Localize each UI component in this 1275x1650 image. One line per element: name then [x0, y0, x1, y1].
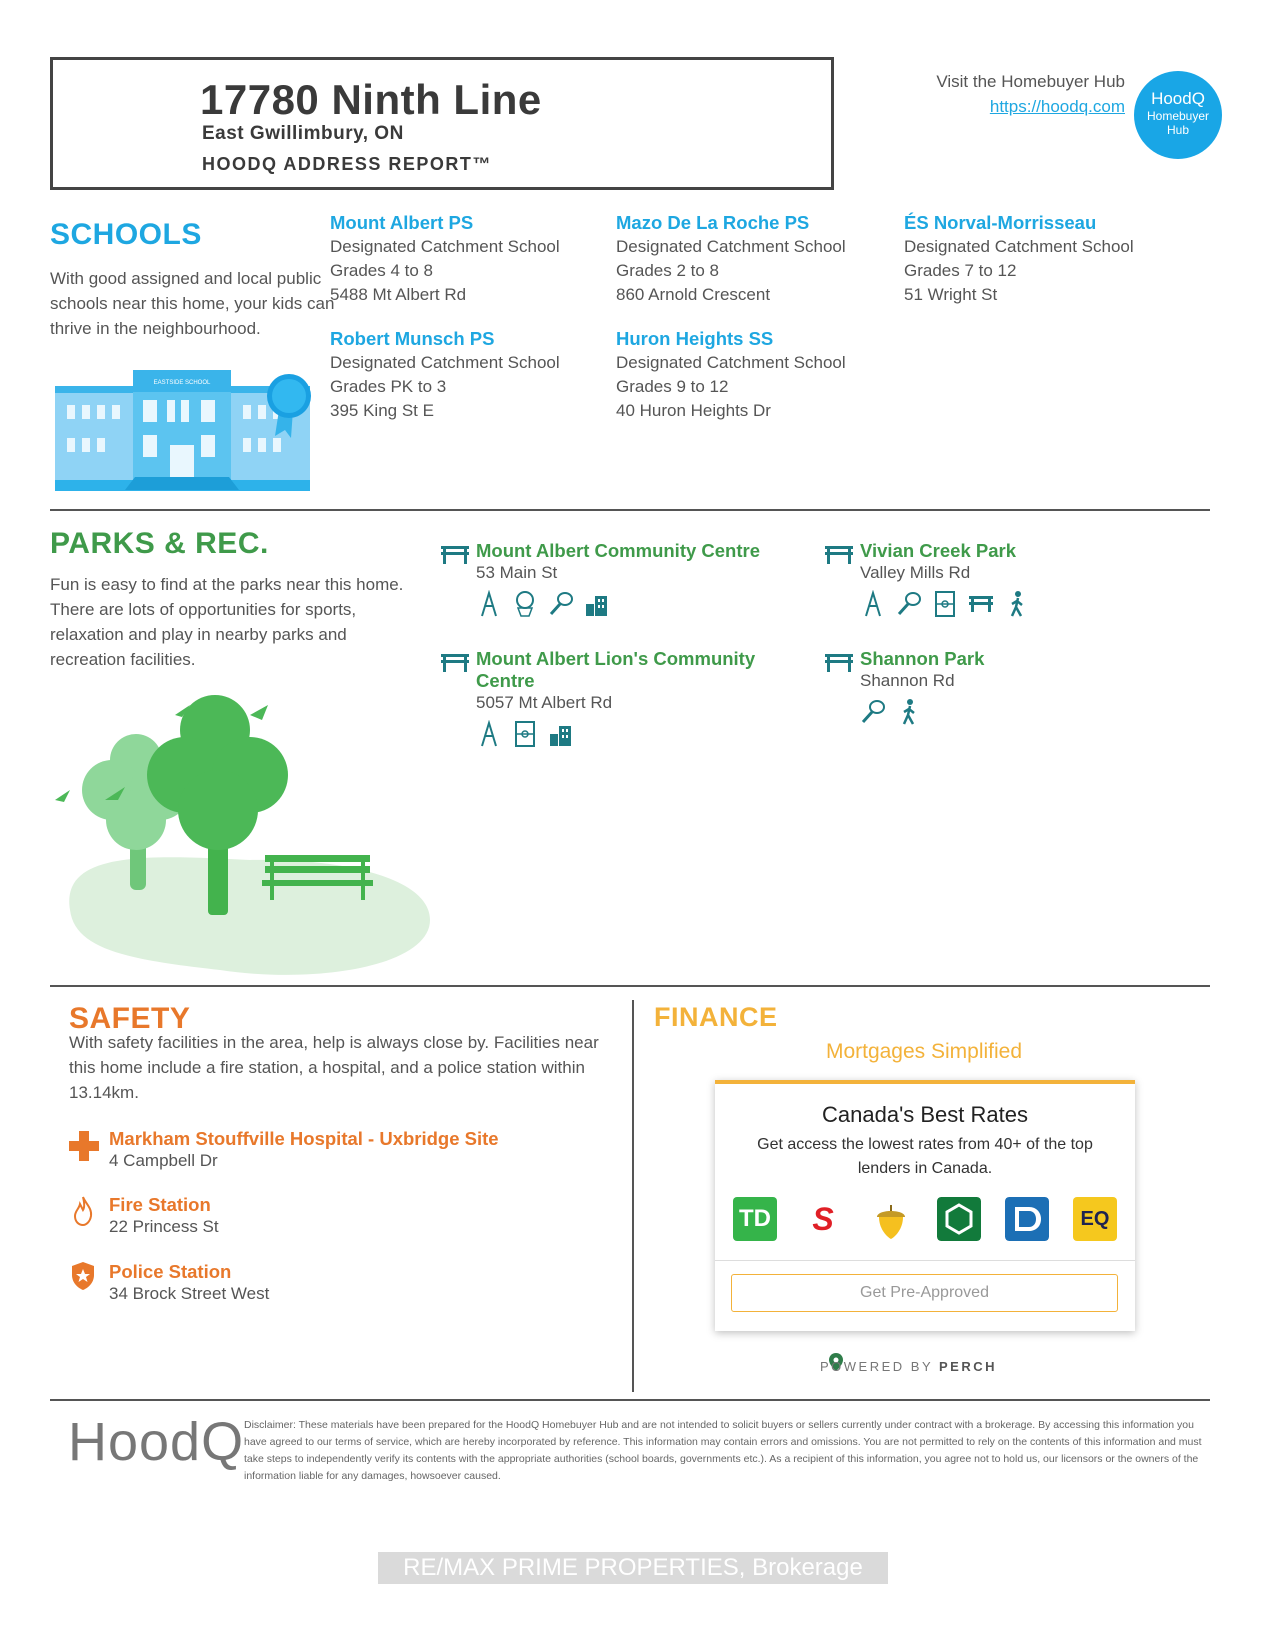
park-card[interactable]: [824, 540, 1164, 618]
trail-icon: [1004, 590, 1030, 618]
tennis-icon: [860, 698, 886, 726]
safety-name: Markham Stouffville Hospital - Uxbridge Site: [109, 1128, 499, 1149]
powered-prefix: POWERED BY: [820, 1359, 933, 1374]
desjardins-lender-logo: [1005, 1197, 1049, 1241]
school-type: Designated Catchment School: [616, 237, 846, 256]
eq-lender-logo: EQ: [1073, 1197, 1117, 1241]
school-address: 40 Huron Heights Dr: [616, 401, 771, 420]
school-address: 51 Wright St: [904, 285, 998, 304]
basketball-icon: [512, 590, 538, 618]
bench-icon: [824, 544, 854, 566]
sports-field-icon: [512, 720, 538, 748]
park-name: Mount Albert Community Centre: [476, 540, 761, 561]
badge-line-2: Homebuyer: [1146, 109, 1210, 123]
school-card[interactable]: [330, 327, 610, 423]
park-card[interactable]: [440, 540, 780, 618]
powered-by-perch: [820, 1359, 997, 1374]
parks-heading: [50, 527, 269, 561]
school-card[interactable]: [616, 211, 896, 307]
section-divider: [50, 985, 1210, 987]
school-address: 5488 Mt Albert Rd: [330, 285, 467, 304]
park-name: Vivian Creek Park: [860, 540, 1016, 561]
safety-item[interactable]: [109, 1194, 219, 1238]
acorn-lender-logo: [869, 1197, 913, 1241]
hoodq-logo: HoodQ: [68, 1412, 245, 1472]
tennis-icon: [896, 590, 922, 618]
get-pre-approved-button[interactable]: Get Pre-Approved: [731, 1274, 1118, 1312]
finance-subheading: Mortgages Simplified: [825, 1040, 1023, 1063]
school-type: Designated Catchment School: [330, 353, 560, 372]
safety-heading: SAFETY: [69, 1002, 191, 1035]
trail-icon: [896, 698, 922, 726]
school-type: Designated Catchment School: [616, 353, 846, 372]
rates-card-title: Canada's Best Rates: [822, 1102, 1028, 1127]
park-address: Valley Mills Rd: [860, 563, 971, 582]
safety-intro: With safety facilities in the area, help is always close by. Facilities near this home include a fire station, a hospital, and a police station within 13.14km.: [69, 1033, 599, 1102]
school-name: Robert Munsch PS: [330, 328, 495, 349]
park-name: Shannon Park: [860, 648, 985, 669]
school-card[interactable]: [330, 211, 610, 307]
school-name: Mazo De La Roche PS: [616, 212, 810, 233]
bench-icon: [440, 652, 470, 674]
badge-line-3: Hub: [1166, 123, 1189, 137]
school-grades: Grades 9 to 12: [616, 377, 729, 396]
school-name: ÉS Norval-Morrisseau: [904, 212, 1097, 233]
building-icon: [548, 720, 574, 748]
park-address: 5057 Mt Albert Rd: [476, 693, 613, 712]
safety-item[interactable]: [109, 1261, 269, 1305]
school-grades: Grades 7 to 12: [904, 261, 1017, 280]
finance-heading: FINANCE: [654, 1002, 778, 1032]
parks-intro: Fun is easy to find at the parks near this home. There are lots of opportunities for sports, relaxation and play in nearby parks and recreation facilities.: [50, 575, 404, 669]
playground-icon: [476, 720, 502, 748]
playground-icon: [476, 590, 502, 618]
school-building-illustration: [55, 370, 330, 500]
tennis-icon: [548, 590, 574, 618]
report-label: HOODQ ADDRESS REPORT™: [202, 154, 492, 174]
amenity-icons: [860, 698, 1164, 726]
park-name: Mount Albert Lion's Community Centre: [476, 648, 756, 691]
column-divider: [632, 1000, 634, 1392]
hub-link[interactable]: https://hoodq.com: [989, 97, 1125, 116]
hub-text: Visit the Homebuyer Hub: [936, 72, 1125, 91]
school-grades: Grades 2 to 8: [616, 261, 720, 280]
amenity-icons: [476, 590, 780, 618]
school-address: 395 King St E: [330, 401, 434, 420]
safety-address: 4 Campbell Dr: [109, 1151, 218, 1170]
park-card[interactable]: [824, 648, 1164, 726]
rates-card-description: Get access the lowest rates from 40+ of the top lenders in Canada.: [757, 1136, 1093, 1177]
school-card[interactable]: [904, 211, 1184, 307]
powered-brand: PERCH: [939, 1359, 998, 1374]
park-address: 53 Main St: [476, 563, 558, 582]
bench-icon: [824, 652, 854, 674]
section-divider: [50, 1399, 1210, 1401]
brokerage-watermark: RE/MAX PRIME PROPERTIES, Brokerage: [378, 1552, 888, 1584]
park-address: Shannon Rd: [860, 671, 955, 690]
sports-field-icon: [932, 590, 958, 618]
school-name: Mount Albert PS: [330, 212, 474, 233]
badge-line-1: HoodQ: [1151, 89, 1205, 108]
disclaimer: Disclaimer: These materials have been prepared for the HoodQ Homebuyer Hub and are not intended to solicit buyers or sellers currently under contract with a brokerage. By accessing this information you have agreed to our terms of service, which are hereby incorporated by reference. This information may contain errors and omissions. You are not permitted to rely on the contents of this information and must take steps to independently verify its contents with the appropriate authorities (school boards, governments etc.). As a recipient of this information, you agree not to hold us, our licensors or the owners of the information liable for any damages, howsoever caused.: [244, 1419, 1202, 1482]
school-address: 860 Arnold Crescent: [616, 285, 771, 304]
schools-heading: SCHOOLS: [50, 218, 202, 251]
police-shield-icon: [70, 1261, 96, 1291]
hospital-cross-icon: [69, 1131, 99, 1161]
park-card[interactable]: [440, 648, 780, 748]
address-title: 17780 Ninth Line: [200, 76, 542, 123]
parks-heading-1: PARKS: [50, 527, 156, 560]
school-type: Designated Catchment School: [330, 237, 560, 256]
bench-icon: [968, 590, 994, 618]
safety-address: 34 Brock Street West: [109, 1284, 270, 1303]
school-grades: Grades PK to 3: [330, 377, 447, 396]
safety-address: 22 Princess St: [109, 1217, 219, 1236]
section-divider: [50, 509, 1210, 511]
amenity-icons: [476, 720, 776, 748]
school-card[interactable]: [616, 327, 896, 423]
park-illustration: [50, 690, 435, 980]
building-icon: [584, 590, 610, 618]
schools-intro: With good assigned and local public schools near this home, your kids can thrive in the neighbourhood.: [50, 269, 335, 338]
parks-heading-2: & REC.: [164, 527, 269, 560]
flame-icon: [72, 1196, 94, 1226]
safety-name: Police Station: [109, 1261, 232, 1282]
td-lender-logo: TD: [733, 1197, 777, 1241]
scotiabank-lender-logo: S: [801, 1197, 845, 1241]
bench-icon: [440, 544, 470, 566]
card-separator: [715, 1260, 1135, 1261]
school-grades: Grades 4 to 8: [330, 261, 434, 280]
playground-icon: [860, 590, 886, 618]
school-name: Huron Heights SS: [616, 328, 774, 349]
school-type: Designated Catchment School: [904, 237, 1134, 256]
amenity-icons: [860, 590, 1164, 618]
safety-name: Fire Station: [109, 1194, 211, 1215]
hoodq-hub-badge[interactable]: [1134, 71, 1222, 159]
address-city: East Gwillimbury, ON: [202, 123, 404, 144]
school-sign: EASTSIDE SCHOOL: [153, 380, 211, 386]
hexagon-lender-logo: [937, 1197, 981, 1241]
safety-item[interactable]: [109, 1128, 499, 1172]
